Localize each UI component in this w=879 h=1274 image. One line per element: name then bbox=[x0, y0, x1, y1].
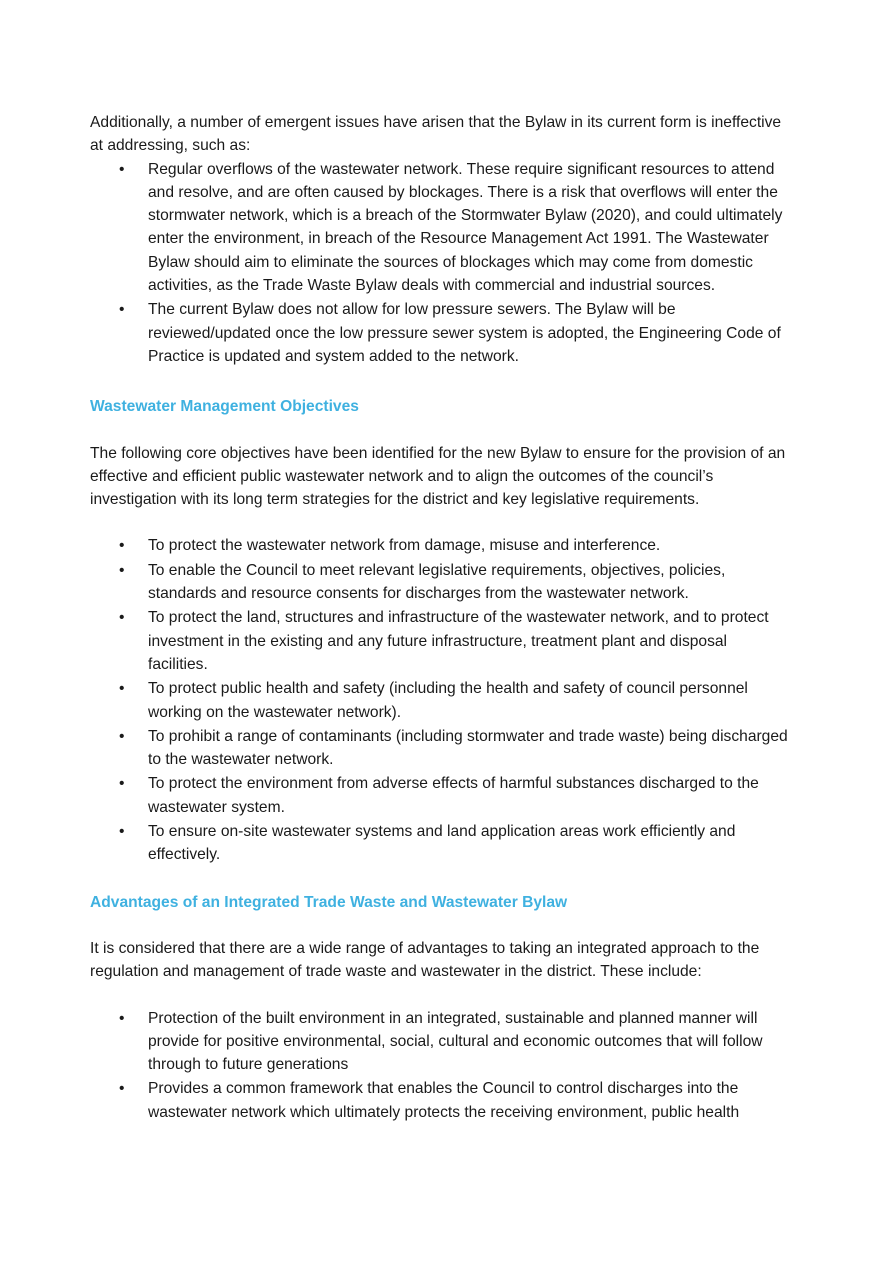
bullet-icon: • bbox=[119, 680, 125, 698]
bullet-icon: • bbox=[119, 775, 125, 793]
list-item: • To protect the environment from adverse effects of harmful substances discharged to the wastewater system. bbox=[90, 772, 790, 819]
document-page bbox=[90, 111, 790, 1125]
intro-bullet-list bbox=[90, 158, 790, 369]
bullet-icon: • bbox=[119, 1080, 125, 1098]
list-item: • To prohibit a range of contaminants (including stormwater and trade waste) being discharged to the wastewater network. bbox=[90, 725, 790, 772]
list-item: • Provides a common framework that enables the Council to control discharges into the wastewater network which ultimately protects the receiving environment, public health bbox=[90, 1077, 790, 1124]
bullet-icon: • bbox=[119, 537, 125, 555]
list-item: • To protect public health and safety (including the health and safety of council personnel working on the wastewater network). bbox=[90, 677, 790, 724]
bullet-icon: • bbox=[119, 609, 125, 627]
objectives-paragraph: The following core objectives have been identified for the new Bylaw to ensure for the provision of an effective and efficient public wastewater network and to align the outcomes of the council’s investigation with its long term strategies for the district and key legislative requirements. bbox=[90, 444, 786, 509]
bullet-icon: • bbox=[119, 727, 125, 745]
advantages-bullet-list bbox=[90, 1007, 790, 1124]
list-item: • To protect the wastewater network from damage, misuse and interference. bbox=[90, 534, 790, 557]
advantages-heading: Advantages of an Integrated Trade Waste and Wastewater Bylaw bbox=[90, 893, 568, 911]
objectives-bullet-list bbox=[90, 534, 790, 866]
bullet-icon: • bbox=[119, 1009, 125, 1027]
list-item: • To enable the Council to meet relevant legislative requirements, objectives, policies, standards and resource consents for discharges from the wastewater network. bbox=[90, 559, 790, 606]
list-item: • To ensure on-site wastewater systems and land application areas work efficiently and effectively. bbox=[90, 820, 790, 867]
list-item: • The current Bylaw does not allow for low pressure sewers. The Bylaw will be reviewed/updated once the low pressure sewer system is adopted, the Engineering Code of Practice is updated and system added to the network. bbox=[90, 298, 790, 368]
bullet-icon: • bbox=[119, 301, 125, 319]
bullet-icon: • bbox=[119, 160, 125, 178]
bullet-icon: • bbox=[119, 561, 125, 579]
bullet-icon: • bbox=[119, 823, 125, 841]
list-item: • To protect the land, structures and infrastructure of the wastewater network, and to protect investment in the existing and any future infrastructure, treatment plant and disposal facilities. bbox=[90, 606, 790, 676]
intro-paragraph: Additionally, a number of emergent issues have arisen that the Bylaw in its current form is ineffective at addressing, such as: bbox=[90, 114, 782, 155]
list-item: • Regular overflows of the wastewater network. These require significant resources to attend and resolve, and are often caused by blockages. There is a risk that overflows will enter the stormwater network, which is a breach of the Stormwater Bylaw (2020), and could ultimately enter the environment, in breach of the Resource Management Act 1991. The Wastewater Bylaw should aim to eliminate the sources of blockages which may come from domestic activities, as the Trade Waste Bylaw deals with commercial and industrial sources. bbox=[90, 158, 790, 298]
objectives-heading: Wastewater Management Objectives bbox=[90, 398, 359, 416]
list-item: • Protection of the built environment in an integrated, sustainable and planned manner will provide for positive environmental, social, cultural and economic outcomes that will follow through to future generations bbox=[90, 1007, 790, 1077]
advantages-paragraph: It is considered that there are a wide range of advantages to taking an integrated approach to the regulation and management of trade waste and wastewater in the district. These include: bbox=[90, 939, 760, 981]
